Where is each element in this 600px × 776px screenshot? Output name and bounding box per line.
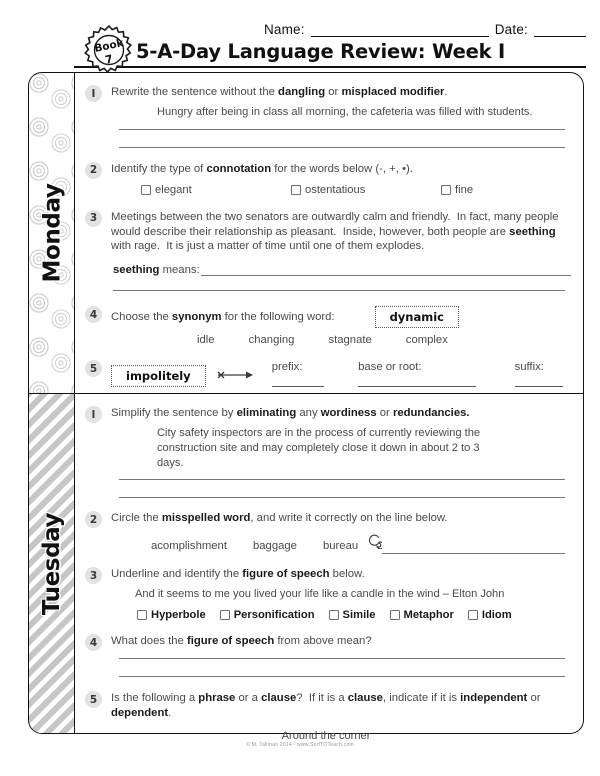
name-date-row bbox=[264, 22, 586, 37]
answer-line[interactable] bbox=[119, 497, 565, 498]
correction-input-line[interactable] bbox=[382, 542, 565, 554]
tuesday-label-wrap bbox=[29, 394, 75, 733]
date-input-line[interactable] bbox=[534, 24, 586, 37]
base-label: base or root: bbox=[358, 361, 422, 374]
checkbox-icon[interactable] bbox=[291, 185, 301, 195]
day-block-tuesday bbox=[28, 394, 584, 742]
answer-lines[interactable] bbox=[111, 658, 571, 677]
definition-label bbox=[113, 264, 200, 276]
checkbox-hyperbole[interactable] bbox=[137, 609, 206, 621]
definition-word: seething bbox=[113, 264, 160, 277]
question-tuesday-1 bbox=[81, 406, 571, 498]
question-prompt: Rewrite the sentence without the dangling or misplaced modifier. bbox=[111, 86, 448, 98]
checkbox-label: Simile bbox=[342, 609, 376, 622]
checkbox-icon[interactable] bbox=[468, 610, 478, 620]
figure-of-speech-checkbox-group bbox=[111, 609, 571, 621]
title-row bbox=[74, 40, 586, 68]
checkbox-icon[interactable] bbox=[441, 185, 451, 195]
question-number: 2 bbox=[85, 162, 102, 179]
checkbox-icon[interactable] bbox=[329, 610, 339, 620]
question-sentence: And it seems to me you lived your life like a candle in the wind – Elton John bbox=[135, 588, 505, 601]
scissors-arrow-icon bbox=[216, 367, 262, 385]
question-monday-3 bbox=[81, 210, 571, 292]
question-prompt: Underline and identify the figure of speech below. bbox=[111, 568, 365, 581]
question-number: 3 bbox=[85, 567, 102, 584]
book-badge bbox=[82, 24, 136, 78]
badge-book-label: Book bbox=[93, 37, 125, 55]
page-title: 5-A-Day Language Review: Week I bbox=[74, 40, 586, 68]
tuesday-questions bbox=[75, 394, 583, 742]
question-monday-4 bbox=[81, 306, 571, 346]
checkbox-icon[interactable] bbox=[141, 185, 151, 195]
checkbox-idiom[interactable] bbox=[468, 609, 512, 621]
question-monday-1 bbox=[81, 85, 571, 148]
footer-copyright: © M. Tallman 2014 - www.SurfTOTeach.com bbox=[246, 742, 354, 748]
definition-answer-line[interactable] bbox=[201, 264, 571, 276]
checkbox-elegant[interactable] bbox=[141, 184, 291, 196]
question-number: 4 bbox=[85, 306, 102, 323]
synonym-options bbox=[111, 334, 571, 346]
question-tuesday-5 bbox=[81, 691, 571, 744]
definition-row bbox=[111, 264, 571, 276]
worksheet-header bbox=[0, 0, 600, 72]
question-number: 5 bbox=[85, 360, 102, 377]
checkbox-icon[interactable] bbox=[137, 610, 147, 620]
checkbox-icon[interactable] bbox=[390, 610, 400, 620]
synonym-prompt-row bbox=[111, 306, 571, 328]
suffix-field bbox=[515, 360, 571, 392]
prefix-input-line[interactable] bbox=[272, 375, 324, 387]
checkbox-label: Idiom bbox=[481, 609, 512, 622]
spelling-options-row bbox=[111, 533, 571, 554]
question-monday-2 bbox=[81, 162, 571, 196]
target-word-box: dynamic bbox=[375, 306, 459, 328]
checkbox-metaphor[interactable] bbox=[390, 609, 454, 621]
checkbox-simile[interactable] bbox=[329, 609, 376, 621]
spelling-option-bureau[interactable]: bureau bbox=[322, 540, 359, 553]
question-tuesday-4 bbox=[81, 634, 571, 677]
day-block-monday bbox=[28, 72, 584, 394]
synonym-option-changing[interactable]: changing bbox=[248, 334, 295, 347]
question-number: 2 bbox=[85, 511, 102, 528]
checkbox-ostentatious[interactable] bbox=[291, 184, 441, 196]
question-prompt: What does the figure of speech from above mean? bbox=[111, 635, 372, 648]
name-input-line[interactable] bbox=[311, 24, 489, 37]
question-sentence: Hungry after being in class all morning, the cafeteria was filled with students. bbox=[157, 105, 533, 118]
question-tuesday-3 bbox=[81, 567, 571, 621]
synonym-option-idle[interactable]: idle bbox=[197, 334, 215, 347]
question-number: I bbox=[85, 406, 102, 423]
question-prompt: Identify the type of connotation for the words below (-, +, •). bbox=[111, 162, 413, 175]
spelling-option-acomplishment[interactable]: acomplishment bbox=[151, 540, 227, 553]
question-number: I bbox=[85, 85, 102, 102]
connotation-checkbox-group bbox=[111, 184, 571, 196]
question-prompt: Simplify the sentence by eliminating any wordiness or redundancies. bbox=[111, 407, 470, 419]
suffix-label: suffix: bbox=[514, 361, 544, 374]
answer-line[interactable] bbox=[119, 479, 565, 480]
prefix-field bbox=[272, 360, 332, 392]
date-label: Date: bbox=[494, 22, 528, 37]
answer-lines[interactable] bbox=[111, 129, 571, 148]
definition-suffix: means: bbox=[159, 264, 200, 277]
checkbox-icon[interactable] bbox=[220, 610, 230, 620]
answer-line[interactable] bbox=[119, 658, 565, 659]
answer-line[interactable] bbox=[119, 129, 565, 130]
checkbox-label: Hyperbole bbox=[151, 609, 206, 622]
affix-row bbox=[111, 360, 571, 392]
question-number: 5 bbox=[85, 691, 102, 708]
prefix-label: prefix: bbox=[271, 361, 303, 374]
question-number: 3 bbox=[85, 210, 102, 227]
checkbox-label: Metaphor bbox=[403, 609, 454, 622]
name-label: Name: bbox=[263, 22, 305, 37]
badge-book-number: 7 bbox=[103, 52, 115, 67]
synonym-option-stagnate[interactable]: stagnate bbox=[328, 334, 372, 347]
monday-label-wrap bbox=[29, 73, 75, 393]
checkbox-label: Personification bbox=[233, 609, 315, 622]
checkbox-label: ostentatious bbox=[305, 183, 366, 196]
answer-line[interactable] bbox=[119, 147, 565, 148]
question-sentence: Around the corner bbox=[281, 729, 371, 742]
base-input-line[interactable] bbox=[358, 375, 476, 387]
checkbox-label: fine bbox=[455, 183, 474, 196]
target-word-box: impolitely bbox=[111, 365, 206, 387]
question-prompt: Circle the misspelled word, and write it correctly on the line below. bbox=[111, 512, 448, 525]
checkbox-label: elegant bbox=[155, 183, 192, 196]
checkbox-personification[interactable] bbox=[220, 609, 315, 621]
spelling-option-baggage[interactable]: baggage bbox=[252, 540, 297, 553]
suffix-input-line[interactable] bbox=[515, 375, 563, 387]
question-tuesday-2 bbox=[81, 511, 571, 554]
answer-line[interactable] bbox=[113, 290, 565, 291]
checkbox-fine[interactable] bbox=[441, 184, 473, 196]
question-sentence: City safety inspectors are in the process of currently reviewing the construction site and may completely close it down in about 2 to 3 days. bbox=[157, 426, 481, 469]
question-prompt: Is the following a phrase or a clause? If it is a clause, indicate if it is independent or dependent. bbox=[111, 692, 541, 719]
answer-lines[interactable] bbox=[111, 290, 571, 291]
monday-questions bbox=[75, 73, 583, 393]
answer-lines[interactable] bbox=[111, 479, 571, 498]
day-label-monday: Monday bbox=[39, 183, 65, 283]
answer-line[interactable] bbox=[119, 676, 565, 677]
synonym-option-complex[interactable]: complex bbox=[405, 334, 448, 347]
question-prompt: Meetings between the two senators are outwardly calm and friendly. In fact, many people would describe their relationship as pleasant. Inside, however, both people are seething with rage. It is just a matter of time until one of them explodes. bbox=[111, 210, 559, 253]
question-monday-5 bbox=[81, 360, 571, 392]
base-field bbox=[358, 360, 490, 392]
question-prompt: Choose the synonym for the following word: bbox=[111, 310, 335, 323]
day-label-tuesday: Tuesday bbox=[39, 512, 66, 615]
question-number: 4 bbox=[85, 634, 102, 651]
spiral-pencil-icon bbox=[366, 533, 382, 554]
